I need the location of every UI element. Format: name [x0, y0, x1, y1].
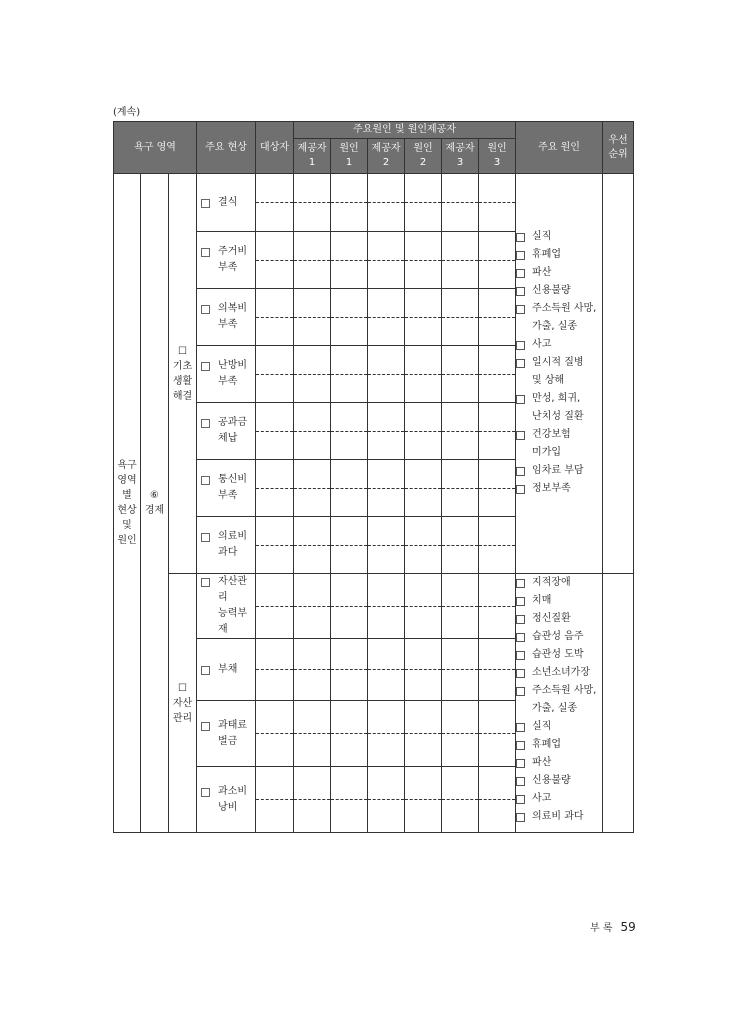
phenomenon-item[interactable]: 주거비 부족 [197, 232, 256, 289]
cause-2-cell[interactable] [405, 432, 442, 460]
cause-1-cell[interactable] [331, 261, 368, 289]
provider-1-cell[interactable] [294, 767, 331, 800]
cause-3-cell[interactable] [479, 574, 516, 607]
cause-2-cell[interactable] [405, 767, 442, 800]
provider-2-cell[interactable] [368, 517, 405, 546]
cause-3-cell[interactable] [479, 403, 516, 432]
provider-3-cell[interactable] [442, 701, 479, 734]
target-cell[interactable] [256, 432, 294, 460]
cause-1-cell[interactable] [331, 403, 368, 432]
phenomenon-item[interactable]: 의료비 과다 [197, 517, 256, 574]
group-asset-management: ☐ 자산 관리 [169, 574, 197, 833]
target-cell[interactable] [256, 318, 294, 346]
provider-1-cell[interactable] [294, 546, 331, 574]
provider-3-cell[interactable] [442, 403, 479, 432]
phenomenon-item[interactable]: 부채 [197, 639, 256, 701]
header-provider-3: 제공자 3 [442, 139, 479, 174]
cause-1-cell[interactable] [331, 318, 368, 346]
cause-2-cell[interactable] [405, 546, 442, 574]
provider-2-cell[interactable] [368, 432, 405, 460]
group-checkbox[interactable]: ☐ [178, 682, 187, 694]
checkbox[interactable] [516, 467, 525, 476]
checkbox[interactable] [516, 579, 525, 588]
target-cell[interactable] [256, 517, 294, 546]
checkbox[interactable] [516, 395, 525, 404]
cause-1-cell[interactable] [331, 232, 368, 261]
cause-2-cell[interactable] [405, 346, 442, 375]
table-caption: (계속) [113, 107, 141, 118]
checkbox[interactable] [201, 666, 210, 675]
header-provider-2: 제공자 2 [368, 139, 405, 174]
provider-3-cell[interactable] [442, 346, 479, 375]
provider-1-cell[interactable] [294, 346, 331, 375]
provider-1-cell[interactable] [294, 517, 331, 546]
provider-3-cell[interactable] [442, 203, 479, 232]
checkbox[interactable] [201, 419, 210, 428]
header-main-cause: 주요 원인 [516, 122, 603, 174]
provider-3-cell[interactable] [442, 639, 479, 670]
provider-3-cell[interactable] [442, 174, 479, 203]
target-cell[interactable] [256, 670, 294, 701]
cause-3-cell[interactable] [479, 203, 516, 232]
cause-1-cell[interactable] [331, 432, 368, 460]
provider-3-cell[interactable] [442, 289, 479, 318]
provider-3-cell[interactable] [442, 232, 479, 261]
cause-2-cell[interactable] [405, 403, 442, 432]
header-priority: 우선 순위 [603, 122, 634, 174]
cause-2-cell[interactable] [405, 174, 442, 203]
provider-1-cell[interactable] [294, 701, 331, 734]
provider-1-cell[interactable] [294, 670, 331, 701]
provider-2-cell[interactable] [368, 489, 405, 517]
cause-3-cell[interactable] [479, 432, 516, 460]
phenomenon-item[interactable]: 자산관리 능력부재 [197, 574, 256, 639]
provider-1-cell[interactable] [294, 403, 331, 432]
checkbox[interactable] [201, 476, 210, 485]
provider-2-cell[interactable] [368, 261, 405, 289]
provider-2-cell[interactable] [368, 318, 405, 346]
cause-1-cell[interactable] [331, 174, 368, 203]
cause-list-asset-management: 지적장애 치매 정신질환 습관성 음주 습관성 도박 소년소녀가장 주소득원 사망, 가출, 실종 실직 휴폐업 파산 신용불량 사고 의료비 과다 [516, 574, 603, 833]
checkbox[interactable] [516, 741, 525, 750]
cause-2-cell[interactable] [405, 574, 442, 607]
cause-2-cell[interactable] [405, 800, 442, 833]
provider-3-cell[interactable] [442, 489, 479, 517]
priority-cell-basic-living[interactable] [603, 174, 634, 574]
provider-1-cell[interactable] [294, 203, 331, 232]
provider-2-cell[interactable] [368, 375, 405, 403]
target-cell[interactable] [256, 174, 294, 203]
target-cell[interactable] [256, 346, 294, 375]
checkbox[interactable] [516, 777, 525, 786]
provider-3-cell[interactable] [442, 800, 479, 833]
header-provider-1: 제공자 1 [294, 139, 331, 174]
cause-3-cell[interactable] [479, 607, 516, 639]
cause-2-cell[interactable] [405, 375, 442, 403]
cause-3-cell[interactable] [479, 375, 516, 403]
group-checkbox[interactable]: ☐ [178, 345, 187, 357]
provider-1-cell[interactable] [294, 375, 331, 403]
checkbox[interactable] [516, 615, 525, 624]
target-cell[interactable] [256, 800, 294, 833]
provider-1-cell[interactable] [294, 607, 331, 639]
header-area: 욕구 영역 [114, 122, 197, 174]
checkbox[interactable] [516, 633, 525, 642]
checkbox[interactable] [516, 305, 525, 314]
provider-2-cell[interactable] [368, 546, 405, 574]
sub-area-economy: ⑥ 경제 [141, 174, 169, 833]
needs-table [113, 121, 634, 833]
provider-2-cell[interactable] [368, 701, 405, 734]
target-cell[interactable] [256, 767, 294, 800]
cause-1-cell[interactable] [331, 489, 368, 517]
provider-3-cell[interactable] [442, 574, 479, 607]
target-cell[interactable] [256, 607, 294, 639]
provider-2-cell[interactable] [368, 203, 405, 232]
cause-2-cell[interactable] [405, 203, 442, 232]
checkbox[interactable] [516, 359, 525, 368]
cause-2-cell[interactable] [405, 232, 442, 261]
header-phenomenon: 주요 현상 [197, 122, 256, 174]
phenomenon-item[interactable]: 과태료 벌금 [197, 701, 256, 767]
checkbox[interactable] [516, 233, 525, 242]
cause-1-cell[interactable] [331, 574, 368, 607]
checkbox[interactable] [516, 287, 525, 296]
target-cell[interactable] [256, 701, 294, 734]
provider-3-cell[interactable] [442, 460, 479, 489]
provider-2-cell[interactable] [368, 460, 405, 489]
cause-3-cell[interactable] [479, 460, 516, 489]
provider-2-cell[interactable] [368, 800, 405, 833]
target-cell[interactable] [256, 574, 294, 607]
provider-3-cell[interactable] [442, 318, 479, 346]
provider-1-cell[interactable] [294, 639, 331, 670]
cause-1-cell[interactable] [331, 546, 368, 574]
cause-1-cell[interactable] [331, 670, 368, 701]
cause-1-cell[interactable] [331, 375, 368, 403]
cause-2-cell[interactable] [405, 639, 442, 670]
cause-3-cell[interactable] [479, 546, 516, 574]
provider-2-cell[interactable] [368, 670, 405, 701]
provider-1-cell[interactable] [294, 261, 331, 289]
target-cell[interactable] [256, 489, 294, 517]
cause-3-cell[interactable] [479, 701, 516, 734]
cause-3-cell[interactable] [479, 670, 516, 701]
checkbox[interactable] [516, 485, 525, 494]
cause-1-cell[interactable] [331, 607, 368, 639]
checkbox[interactable] [516, 651, 525, 660]
checkbox[interactable] [516, 341, 525, 350]
checkbox[interactable] [516, 431, 525, 440]
target-cell[interactable] [256, 403, 294, 432]
cause-1-cell[interactable] [331, 517, 368, 546]
page-footer [590, 919, 636, 934]
cause-2-cell[interactable] [405, 460, 442, 489]
checkbox[interactable] [201, 305, 210, 314]
cause-2-cell[interactable] [405, 489, 442, 517]
cause-2-cell[interactable] [405, 318, 442, 346]
cause-3-cell[interactable] [479, 318, 516, 346]
provider-2-cell[interactable] [368, 574, 405, 607]
provider-1-cell[interactable] [294, 734, 331, 767]
provider-2-cell[interactable] [368, 403, 405, 432]
page-number: 59 [620, 920, 636, 934]
checkbox[interactable] [516, 669, 525, 678]
phenomenon-item[interactable]: 난방비 부족 [197, 346, 256, 403]
cause-2-cell[interactable] [405, 261, 442, 289]
cause-1-cell[interactable] [331, 639, 368, 670]
header-group: 주요원인 및 원인제공자 [294, 122, 516, 139]
header-cause-3: 원인 3 [479, 139, 516, 174]
cause-1-cell[interactable] [331, 203, 368, 232]
provider-1-cell[interactable] [294, 800, 331, 833]
header-cause-2: 원인 2 [405, 139, 442, 174]
provider-1-cell[interactable] [294, 232, 331, 261]
cause-3-cell[interactable] [479, 289, 516, 318]
provider-3-cell[interactable] [442, 767, 479, 800]
provider-3-cell[interactable] [442, 517, 479, 546]
checkbox[interactable] [516, 597, 525, 606]
phenomenon-item[interactable]: 과소비 낭비 [197, 767, 256, 833]
provider-1-cell[interactable] [294, 174, 331, 203]
cause-2-cell[interactable] [405, 517, 442, 546]
checkbox[interactable] [516, 759, 525, 768]
target-cell[interactable] [256, 639, 294, 670]
provider-1-cell[interactable] [294, 318, 331, 346]
checkbox[interactable] [516, 723, 525, 732]
cause-3-cell[interactable] [479, 734, 516, 767]
provider-2-cell[interactable] [368, 607, 405, 639]
cause-2-cell[interactable] [405, 734, 442, 767]
checkbox[interactable] [201, 199, 210, 208]
priority-cell-asset-management[interactable] [603, 574, 634, 833]
provider-1-cell[interactable] [294, 432, 331, 460]
provider-2-cell[interactable] [368, 346, 405, 375]
checkbox[interactable] [516, 687, 525, 696]
cause-2-cell[interactable] [405, 670, 442, 701]
cause-3-cell[interactable] [479, 767, 516, 800]
cause-1-cell[interactable] [331, 460, 368, 489]
target-cell[interactable] [256, 460, 294, 489]
cause-3-cell[interactable] [479, 639, 516, 670]
phenomenon-item[interactable]: 공과금 체납 [197, 403, 256, 460]
checkbox[interactable] [201, 722, 210, 731]
cause-3-cell[interactable] [479, 261, 516, 289]
target-cell[interactable] [256, 232, 294, 261]
group-basic-living: ☐ 기초 생활 해결 [169, 174, 197, 574]
provider-1-cell[interactable] [294, 460, 331, 489]
cause-1-cell[interactable] [331, 734, 368, 767]
provider-3-cell[interactable] [442, 432, 479, 460]
cause-3-cell[interactable] [479, 800, 516, 833]
checkbox[interactable] [516, 269, 525, 278]
cause-1-cell[interactable] [331, 767, 368, 800]
provider-1-cell[interactable] [294, 489, 331, 517]
phenomenon-item[interactable]: 결식 [197, 174, 256, 232]
target-cell[interactable] [256, 375, 294, 403]
provider-1-cell[interactable] [294, 574, 331, 607]
provider-3-cell[interactable] [442, 546, 479, 574]
checkbox[interactable] [201, 533, 210, 542]
checkbox[interactable] [201, 578, 210, 587]
checkbox[interactable] [516, 251, 525, 260]
phenomenon-item[interactable]: 통신비 부족 [197, 460, 256, 517]
checkbox[interactable] [201, 788, 210, 797]
provider-3-cell[interactable] [442, 734, 479, 767]
cause-3-cell[interactable] [479, 489, 516, 517]
provider-2-cell[interactable] [368, 639, 405, 670]
cause-2-cell[interactable] [405, 289, 442, 318]
cause-2-cell[interactable] [405, 701, 442, 734]
provider-2-cell[interactable] [368, 734, 405, 767]
provider-3-cell[interactable] [442, 261, 479, 289]
cause-1-cell[interactable] [331, 701, 368, 734]
cause-3-cell[interactable] [479, 346, 516, 375]
provider-3-cell[interactable] [442, 670, 479, 701]
provider-3-cell[interactable] [442, 607, 479, 639]
checkbox[interactable] [516, 813, 525, 822]
provider-2-cell[interactable] [368, 174, 405, 203]
checkbox[interactable] [516, 795, 525, 804]
footer-label: 부 록 [590, 923, 613, 934]
provider-1-cell[interactable] [294, 289, 331, 318]
provider-2-cell[interactable] [368, 232, 405, 261]
domain-label: 욕구 영역 별 현상 및 원인 [114, 174, 141, 833]
cause-2-cell[interactable] [405, 607, 442, 639]
header-cause-1: 원인 1 [331, 139, 368, 174]
provider-2-cell[interactable] [368, 767, 405, 800]
cause-1-cell[interactable] [331, 346, 368, 375]
cause-3-cell[interactable] [479, 174, 516, 203]
cause-3-cell[interactable] [479, 232, 516, 261]
target-cell[interactable] [256, 734, 294, 767]
target-cell[interactable] [256, 203, 294, 232]
cause-3-cell[interactable] [479, 517, 516, 546]
cause-1-cell[interactable] [331, 289, 368, 318]
checkbox[interactable] [201, 362, 210, 371]
target-cell[interactable] [256, 546, 294, 574]
checkbox[interactable] [201, 248, 210, 257]
provider-2-cell[interactable] [368, 289, 405, 318]
cause-1-cell[interactable] [331, 800, 368, 833]
header-target: 대상자 [256, 122, 294, 174]
target-cell[interactable] [256, 261, 294, 289]
phenomenon-item[interactable]: 의복비 부족 [197, 289, 256, 346]
cause-list-basic-living: 실직 휴폐업 파산 신용불량 주소득원 사망, 가출, 실종 사고 일시적 질병 및 상해 만성, 희귀, 난치성 질환 건강보험 미가입 임차료 부담 정보부족 [516, 174, 603, 574]
provider-3-cell[interactable] [442, 375, 479, 403]
target-cell[interactable] [256, 289, 294, 318]
